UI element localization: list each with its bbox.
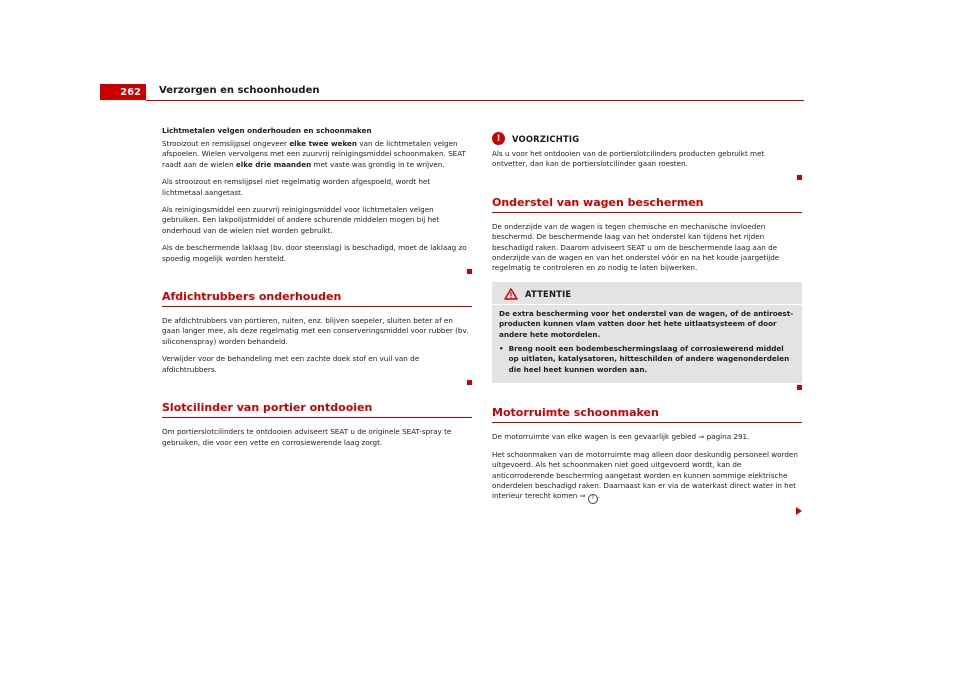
engine-paragraph-2 — [492, 450, 802, 504]
lock-paragraph-1: Om portierslotcilinders te ontdooien adviseert SEAT u de originele SEAT-spray te gebruiken, die voor een vette en corrosiewerende laag zorgt. — [162, 427, 452, 447]
text-run: Strooizout en remslijpsel ongeveer — [162, 139, 290, 148]
wheels-paragraph-1 — [162, 139, 472, 170]
attentie-box — [492, 282, 802, 383]
attentie-paragraph-1: De extra bescherming voor het onderstel van de wagen, of de antiroest-producten kunnen vlam vatten door het hete uitlaatsysteem of door andere hete motordelen. — [499, 308, 794, 339]
caution-reference-icon[interactable]: ! — [588, 494, 598, 504]
seals-paragraph-2: Verwijder voor de behandeling met een zachte doek stof en vuil van de afdichtrubbers. — [162, 354, 420, 374]
attentie-body — [492, 305, 802, 379]
section-end-mark — [467, 380, 472, 385]
emphasis-text: elke twee weken — [289, 139, 358, 148]
page-header — [100, 84, 804, 100]
section-title-underbody: Onderstel van wagen beschermen — [492, 196, 802, 213]
header-rule — [146, 100, 804, 101]
wheels-heading: Lichtmetalen velgen onderhouden en schoonmaken — [162, 126, 372, 135]
section-title-engine: Motorruimte schoonmaken — [492, 406, 802, 423]
warning-triangle-icon — [504, 288, 518, 300]
wheels-paragraph-2: Als strooizout en remslijpsel niet regelmatig worden afgespoeld, wordt het lichtmetaal aangetast. — [162, 177, 431, 197]
caution-text: Als u voor het ontdooien van de portierslotcilinders producten gebruikt met ontvetter, dan kan de portierslotcilinder gaan roesten. — [492, 149, 765, 169]
text-run: Het schoonmaken van de motorruimte mag alleen door deskundig personeel worden uitgevoerd. Als het schoonmaken niet goed uitgevoerd wordt, kan de anticorroderende bescherming aangetast worden en kunnen sommige elektrische onderdelen beschadigd raken. Daarnaast kan er via de waterkast direct water in het interieur terecht komen ⇒ — [492, 449, 798, 501]
section-title-seals: Afdichtrubbers onderhouden — [162, 290, 472, 307]
text-run: met vaste was grondig in te wrijven. — [311, 159, 445, 169]
right-column — [492, 132, 802, 515]
bullet-marker: • — [499, 344, 504, 354]
seals-paragraph-1: De afdichtrubbers van portieren, ruiten, enz. blijven soepeler, sluiten beter af en gaan langer mee, als deze regelmatig met een conserveringsmiddel voor rubber (bv. siliconenspray) worden behandeld. — [162, 316, 469, 346]
attentie-bullet-item — [499, 344, 794, 379]
section-end-mark — [797, 175, 802, 180]
section-end-mark — [467, 269, 472, 274]
page-title: Verzorgen en schoonhouden — [159, 85, 320, 96]
attentie-paragraph-2: Breng nooit een bodembeschermingslaag of corrosiewerend middel op uitlaten, katalysatoren, hitteschilden of andere wagenonderdelen die heel heet kunnen worden aan. — [508, 344, 790, 374]
continue-arrow-icon — [796, 507, 802, 515]
emphasis-text: elke drie maanden — [235, 159, 312, 169]
underbody-paragraph-1: De onderzijde van de wagen is tegen chemische en mechanische invloeden beschermd. De beschermende laag van het onderstel kan tijdens het rijden beschadigd raken. Daarom adviseert SEAT u om de beschermende laag aan de onderzijde van de wagen en van het onderstel vóór en na het koude jaargetijde regelmatig te controleren en zo nodig te laten bijwerken. — [492, 221, 780, 273]
text-run: . — [597, 491, 601, 501]
caution-icon: ! — [492, 132, 505, 145]
wheels-paragraph-4: Als de beschermende laklaag (bv. door steenslag) is beschadigd, moet de laklaag zo spoedig mogelijk worden hersteld. — [162, 243, 467, 263]
caution-label: VOORZICHTIG — [512, 133, 580, 144]
page-number: 262 — [100, 84, 146, 100]
text-run: van de lichtmetalen velgen afspoelen. Wielen vervolgens met een zuurvrij reinigingsmiddel schoonmaken. SEAT raadt aan de wielen — [162, 139, 466, 169]
wheels-paragraph-3: Als reinigingsmiddel een zuurvrij reinigingsmiddel voor lichtmetalen velgen gebruiken. Een lakpolijstmiddel of andere schurende middelen mogen bij het onderhoud van de wielen niet worden gebruikt. — [162, 205, 440, 235]
attentie-header — [492, 282, 802, 305]
attentie-label: ATTENTIE — [525, 288, 572, 299]
left-column — [162, 126, 472, 455]
section-end-mark — [797, 385, 802, 390]
engine-paragraph-1: De motorruimte van elke wagen is een gevaarlijk gebied ⇒ pagina 291. — [492, 432, 750, 442]
caution-header — [492, 132, 802, 145]
section-title-lock: Slotcilinder van portier ontdooien — [162, 401, 472, 418]
